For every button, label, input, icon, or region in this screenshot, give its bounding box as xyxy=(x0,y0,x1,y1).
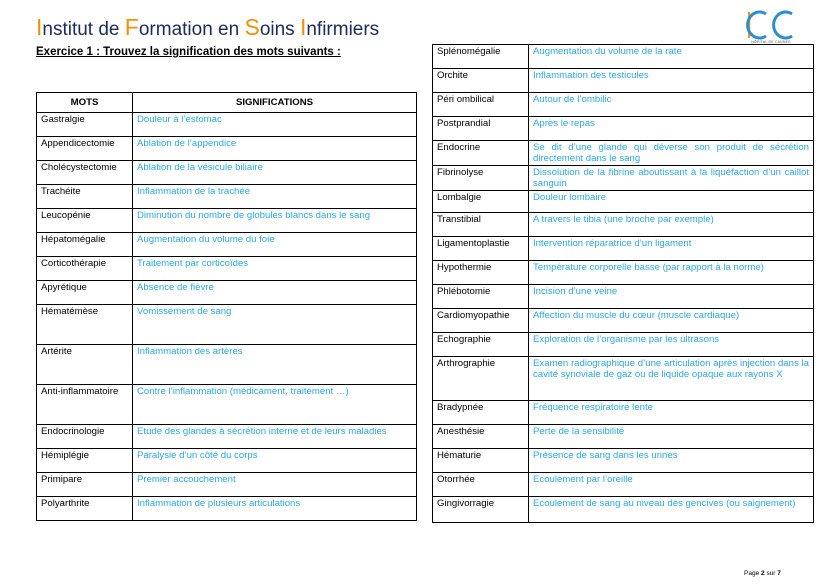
term-cell: Phlébotomie xyxy=(433,285,529,309)
table-header-row xyxy=(37,93,417,113)
term-cell: Apyrétique xyxy=(37,281,133,305)
term-cell: Anti-inflammatoire xyxy=(37,385,133,425)
left_table-row xyxy=(37,185,417,209)
title-cap-1: I xyxy=(36,14,43,40)
header-significations: SIGNIFICATIONS xyxy=(133,93,417,113)
title-cap-2: F xyxy=(124,14,139,40)
page-number xyxy=(744,570,781,577)
right_table-row xyxy=(433,333,814,357)
left_table-row xyxy=(37,209,417,233)
definition-cell: Intervention réparatrice d’un ligament xyxy=(529,237,814,261)
term-cell: Hémiplégie xyxy=(37,449,133,473)
term-cell: Gastralgie xyxy=(37,113,133,137)
right-vocabulary-table xyxy=(432,44,814,523)
right_table-row xyxy=(433,191,814,213)
right_table-row xyxy=(433,45,814,69)
definition-cell: Fréquence respiratoire lente xyxy=(529,401,814,425)
term-cell: Postprandial xyxy=(433,117,529,141)
left_table-row xyxy=(37,473,417,497)
title-rest-1: nstitut de xyxy=(42,19,125,40)
definition-cell: Diminution du nombre de globules blancs dans le sang xyxy=(133,209,417,233)
title-cap-3: S xyxy=(244,14,260,40)
header-mots: MOTS xyxy=(37,93,133,113)
definition-cell: Premier accouchement xyxy=(133,473,417,497)
term-cell: Echographie xyxy=(433,333,529,357)
left_table-row xyxy=(37,233,417,257)
definition-cell: Augmentation du volume de la rate xyxy=(529,45,814,69)
right_table-row xyxy=(433,261,814,285)
term-cell: Appendicectomie xyxy=(37,137,133,161)
definition-cell: Ecoulement par l’oreille xyxy=(529,473,814,497)
title-rest-3: oins xyxy=(259,19,300,40)
term-cell: Hématémèse xyxy=(37,305,133,345)
definition-cell: Absence de fièvre xyxy=(133,281,417,305)
term-cell: Polyarthrite xyxy=(37,497,133,521)
term-cell: Ligamentoplastie xyxy=(433,237,529,261)
title-rest-2: ormation en xyxy=(138,19,245,40)
term-cell: Lombalgie xyxy=(433,191,529,213)
term-cell: Bradypnée xyxy=(433,401,529,425)
definition-cell: Douleur lombaire xyxy=(529,191,814,213)
right_table-row xyxy=(433,449,814,473)
term-cell: Corticothérapie xyxy=(37,257,133,281)
definition-cell: Vomissement de sang xyxy=(133,305,417,345)
definition-cell: Traitement par corticoïdes xyxy=(133,257,417,281)
term-cell: Otorrhée xyxy=(433,473,529,497)
page-total: 7 xyxy=(777,570,781,577)
right_table-row xyxy=(433,425,814,449)
right_table-row xyxy=(433,166,814,191)
definition-cell: Se dit d’une glande qui déverse son produit de sécrétion directement dans le sang xyxy=(529,141,814,166)
term-cell: Endocrine xyxy=(433,141,529,166)
definition-cell: Présence de sang dans les urines xyxy=(529,449,814,473)
right_table-row xyxy=(433,309,814,333)
definition-cell: Etude des glandes à sécrétion interne et de leurs maladies xyxy=(133,425,417,449)
definition-cell: Perte de la sensibilité xyxy=(529,425,814,449)
left_table-row xyxy=(37,385,417,425)
definition-cell: Température corporelle basse (par rapport à la norme) xyxy=(529,261,814,285)
term-cell: Cholécystectomie xyxy=(37,161,133,185)
left_table-row xyxy=(37,281,417,305)
definition-cell: Après le repas xyxy=(529,117,814,141)
term-cell: Artérite xyxy=(37,345,133,385)
definition-cell: Inflammation de plusieurs articulations xyxy=(133,497,417,521)
right_table-row xyxy=(433,497,814,523)
right_table-row xyxy=(433,93,814,117)
definition-cell: Examen radiographique d’une articulation après injection dans la cavité synoviale de gaz ou de liquide opaque aux rayons X xyxy=(529,357,814,401)
right_table-row xyxy=(433,213,814,237)
exercise-title: Exercice 1 : Trouvez la signification des mots suivants : xyxy=(36,46,341,58)
left_table-row xyxy=(37,305,417,345)
left_table-row xyxy=(37,113,417,137)
definition-cell: Inflammation des testicules xyxy=(529,69,814,93)
definition-cell: Contre l’inflammation (médicament, traitement …) xyxy=(133,385,417,425)
definition-cell: Douleur à l’estomac xyxy=(133,113,417,137)
left_table-row xyxy=(37,161,417,185)
term-cell: Trachéite xyxy=(37,185,133,209)
left_table-row xyxy=(37,425,417,449)
left_table-row xyxy=(37,257,417,281)
definition-cell: Ablation de la vésicule biliaire xyxy=(133,161,417,185)
definition-cell: Incision d’une veine xyxy=(529,285,814,309)
right_table-row xyxy=(433,117,814,141)
term-cell: Transtibial xyxy=(433,213,529,237)
definition-cell: Autour de l’ombilic xyxy=(529,93,814,117)
term-cell: Splénomégalie xyxy=(433,45,529,69)
definition-cell: Ecoulement de sang au niveau des gencives (ou saignement) xyxy=(529,497,814,523)
institute-title xyxy=(36,14,379,41)
right_table-row xyxy=(433,285,814,309)
definition-cell: A travers le tibia (une broche par exemple) xyxy=(529,213,814,237)
term-cell: Arthrographie xyxy=(433,357,529,401)
left-vocabulary-table xyxy=(36,92,417,521)
definition-cell: Exploration de l’organisme par les ultrasons xyxy=(529,333,814,357)
term-cell: Leucopénie xyxy=(37,209,133,233)
term-cell: Hépatomégalie xyxy=(37,233,133,257)
definition-cell: Inflammation des artères xyxy=(133,345,417,385)
term-cell: Gingivorragie xyxy=(433,497,529,523)
right_table-row xyxy=(433,357,814,401)
term-cell: Anesthésie xyxy=(433,425,529,449)
left_table-row xyxy=(37,497,417,521)
term-cell: Cardiomyopathie xyxy=(433,309,529,333)
left_table-row xyxy=(37,345,417,385)
definition-cell: Inflammation de la trachée xyxy=(133,185,417,209)
right_table-row xyxy=(433,401,814,425)
term-cell: Hypothermie xyxy=(433,261,529,285)
title-cap-4: I xyxy=(299,14,307,40)
logo-caption: HÔPITAL DE CANNES xyxy=(751,40,791,44)
definition-cell: Affection du muscle du cœur (muscle cardiaque) xyxy=(529,309,814,333)
page-current: 2 xyxy=(761,570,765,577)
page-sep: sur xyxy=(766,570,776,577)
definition-cell: Dissolution de la fibrine aboutissant à la liquéfaction d’un caillot sanguin xyxy=(529,166,814,191)
title-rest-4: nfirmiers xyxy=(306,19,380,40)
page-label: Page xyxy=(744,570,760,577)
right_table-row xyxy=(433,69,814,93)
definition-cell: Paralysie d’un côté du corps xyxy=(133,449,417,473)
term-cell: Orchite xyxy=(433,69,529,93)
term-cell: Péri ombilical xyxy=(433,93,529,117)
right_table-row xyxy=(433,237,814,261)
term-cell: Endocrinologie xyxy=(37,425,133,449)
right_table-row xyxy=(433,141,814,166)
right_table-row xyxy=(433,473,814,497)
left_table-row xyxy=(37,137,417,161)
term-cell: Fibrinolyse xyxy=(433,166,529,191)
definition-cell: Ablation de l’appendice xyxy=(133,137,417,161)
left_table-row xyxy=(37,449,417,473)
term-cell: Hématurie xyxy=(433,449,529,473)
definition-cell: Augmentation du volume du foie xyxy=(133,233,417,257)
term-cell: Primipare xyxy=(37,473,133,497)
